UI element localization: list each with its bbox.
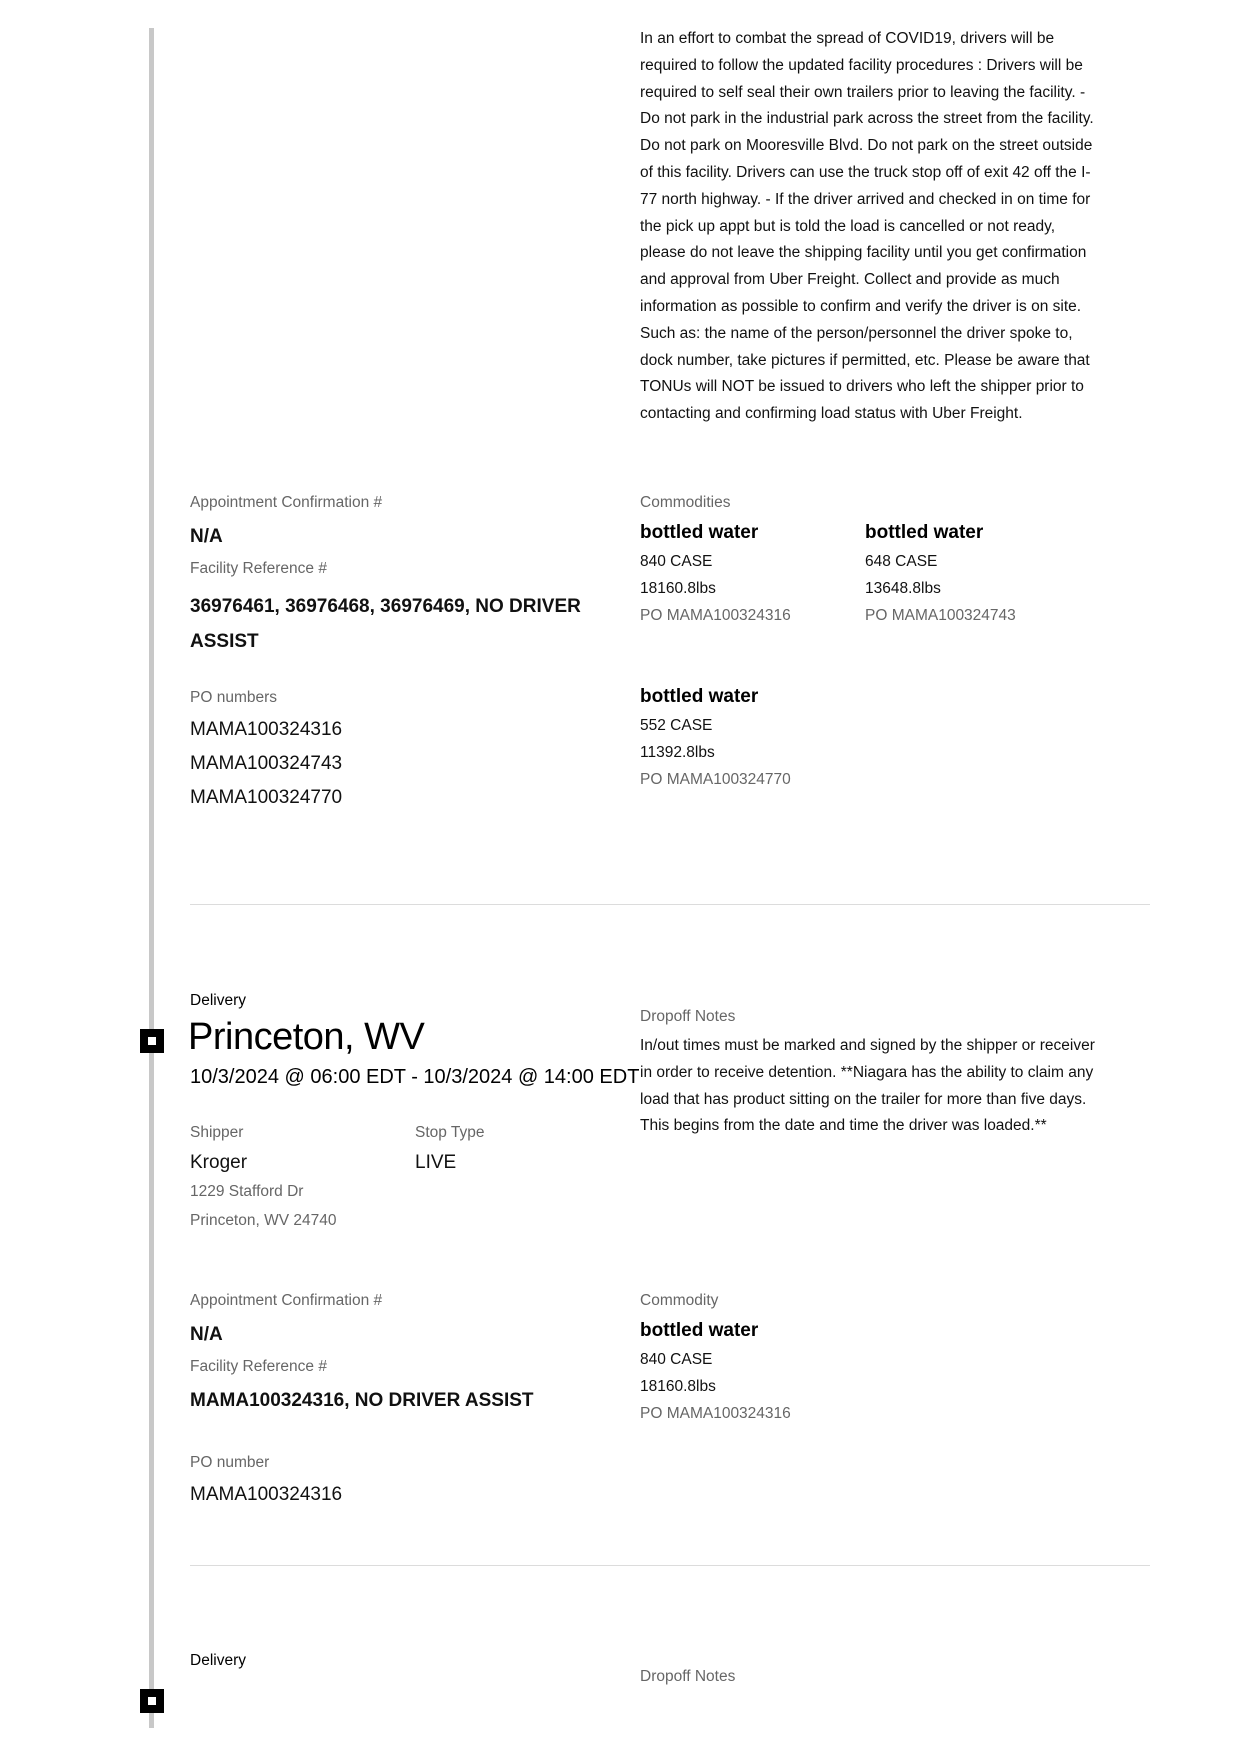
facility-reference-value: MAMA100324316, NO DRIVER ASSIST	[190, 1390, 534, 1411]
dropoff-notes-label: Dropoff Notes	[640, 1008, 736, 1025]
po-number-item: MAMA100324770	[190, 787, 343, 808]
stop-time-window: 10/3/2024 @ 06:00 EDT - 10/3/2024 @ 14:00 EDT	[190, 1066, 640, 1088]
appointment-confirmation-value: N/A	[190, 1324, 223, 1345]
appointment-confirmation-value: N/A	[190, 526, 223, 547]
section-divider	[190, 1565, 1150, 1566]
shipper-name: Kroger	[190, 1152, 248, 1173]
commodities-label: Commodities	[640, 494, 731, 511]
commodity-name: bottled water	[640, 1320, 759, 1341]
po-number-value: MAMA100324316	[190, 1484, 343, 1505]
po-number-label: PO number	[190, 1454, 270, 1471]
commodity-card	[640, 1320, 900, 1423]
dropoff-notes-text: In/out times must be marked and signed by the shipper or receiver in order to receive detention. **Niagara has the ability to claim any load that has product sitting on the trailer for more than five days. This begins from the date and time the driver was loaded.**	[640, 1037, 1095, 1135]
appointment-confirmation-label: Appointment Confirmation #	[190, 1292, 383, 1309]
stop-type-label: Stop Type	[415, 1124, 485, 1141]
commodity-weight: 11392.8lbs	[640, 744, 715, 761]
shipper-label: Shipper	[190, 1124, 244, 1141]
commodity-label: Commodity	[640, 1292, 719, 1309]
facility-reference-label: Facility Reference #	[190, 1358, 327, 1375]
commodity-weight: 18160.8lbs	[640, 580, 716, 597]
commodity-card	[640, 686, 850, 789]
po-number-item: MAMA100324316	[190, 719, 343, 740]
stop-marker-icon	[140, 1689, 164, 1713]
commodity-quantity: 552 CASE	[640, 717, 713, 734]
section-divider	[190, 904, 1150, 905]
commodity-name: bottled water	[865, 522, 984, 543]
stop-marker-icon	[140, 1029, 164, 1053]
commodity-card	[865, 522, 1075, 625]
commodity-quantity: 840 CASE	[640, 1351, 713, 1368]
timeline-line	[149, 28, 154, 1728]
po-numbers-label: PO numbers	[190, 689, 278, 706]
shipper-address-line1: 1229 Stafford Dr	[190, 1183, 304, 1200]
pickup-notes-text: In an effort to combat the spread of COVID19, drivers will be required to follow the updated facility procedures : Drivers will be required to self seal their own trailers prior to leaving the facility. - Do not park in the industrial park across the street from the facility. Do not park on Mooresville Blvd. Do not park on the street outside of this facility. Drivers can use the truck stop off of exit 42 off the I-77 north highway. - If the driver arrived and checked in on time for the pick up appt but is told the load is cancelled or not ready, please do not leave the shipping facility until you get confirmation and approval from Uber Freight. Collect and provide as much information as possible to confirm and verify the driver is on site. Such as: the name of the person/personnel the driver spoke to, dock number, take pictures if permitted, etc. Please be aware that TONUs will NOT be issued to drivers who left the shipper prior to contacting and confirming load status with Uber Freight.	[640, 30, 1094, 423]
dropoff-notes-label: Dropoff Notes	[640, 1668, 736, 1685]
commodity-weight: 13648.8lbs	[865, 580, 941, 597]
stop-type-heading: Delivery	[190, 992, 246, 1009]
commodity-po: PO MAMA100324316	[640, 607, 791, 624]
po-number-item: MAMA100324743	[190, 753, 343, 774]
commodity-name: bottled water	[640, 522, 759, 543]
commodity-card	[640, 522, 850, 625]
commodity-quantity: 648 CASE	[865, 553, 938, 570]
commodity-po: PO MAMA100324770	[640, 771, 791, 788]
facility-reference-value: 36976461, 36976468, 36976469, NO DRIVER ASSIST	[190, 596, 581, 652]
commodity-weight: 18160.8lbs	[640, 1378, 716, 1395]
commodity-quantity: 840 CASE	[640, 553, 713, 570]
commodity-po: PO MAMA100324743	[865, 607, 1016, 624]
shipper-address-line2: Princeton, WV 24740	[190, 1212, 337, 1229]
facility-reference-label: Facility Reference #	[190, 560, 327, 577]
commodity-name: bottled water	[640, 686, 759, 707]
appointment-confirmation-label: Appointment Confirmation #	[190, 494, 383, 511]
stop-city-title: Princeton, WV	[188, 1016, 425, 1058]
stop-type-heading: Delivery	[190, 1652, 246, 1669]
stop-type-value: LIVE	[415, 1152, 457, 1173]
commodity-po: PO MAMA100324316	[640, 1405, 791, 1422]
